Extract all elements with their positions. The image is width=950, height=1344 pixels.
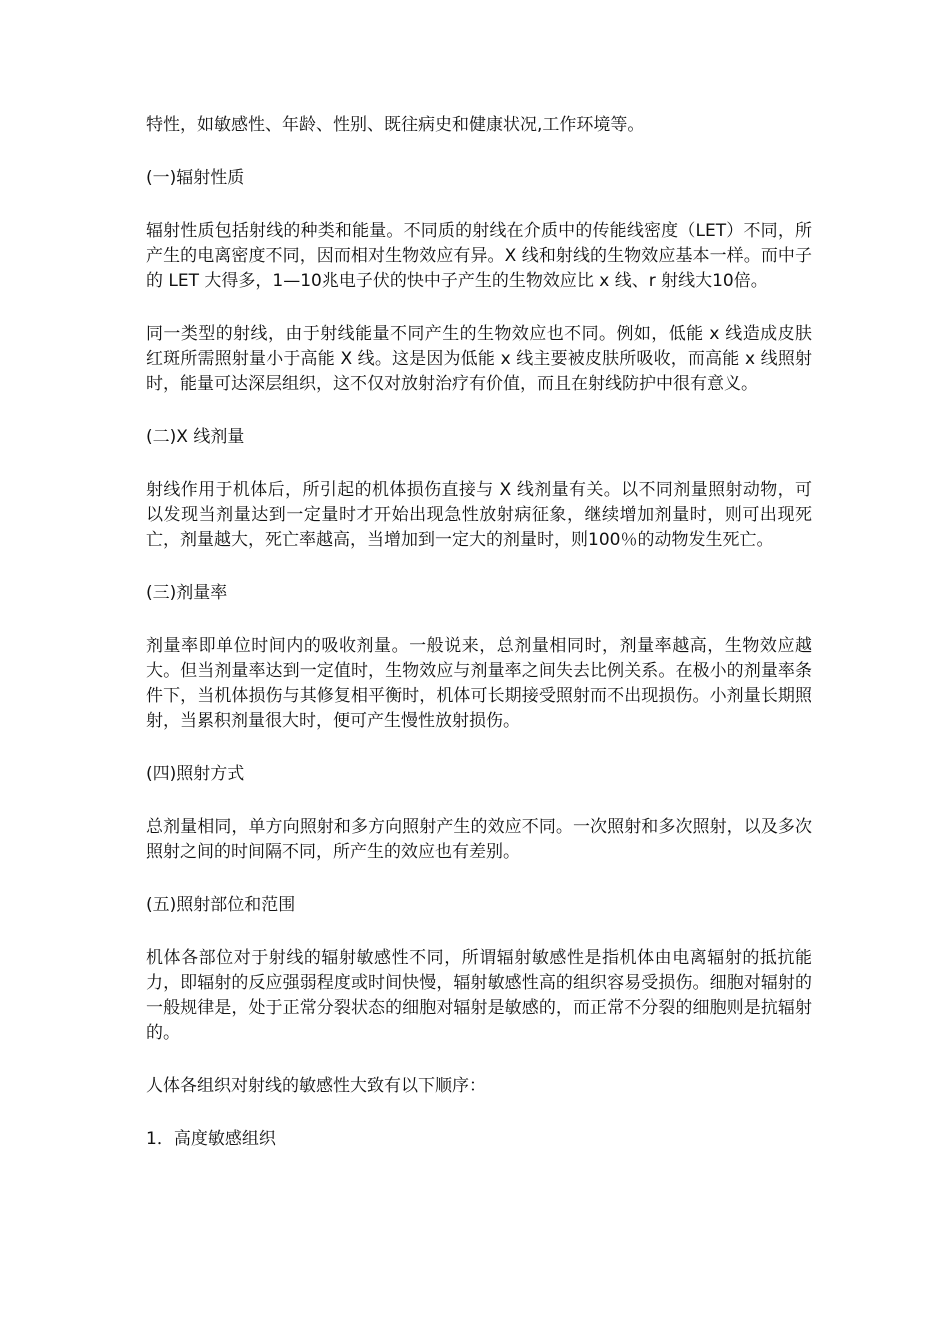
- section-heading-radiation-nature: (一)辐射性质: [146, 168, 245, 188]
- paragraph-irradiation-mode: 总剂量相同，单方向照射和多方向照射产生的效应不同。一次照射和多次照射，以及多次照射之间的时间隔不同，所产生的效应也有差别。: [146, 817, 812, 862]
- section-heading-irradiation-site: (五)照射部位和范围: [146, 895, 296, 915]
- paragraph-intro: 特性，如敏感性、年龄、性别、既往病史和健康状况,工作环境等。: [146, 115, 645, 135]
- section-heading-dose-rate: (三)剂量率: [146, 583, 228, 603]
- document-page: [146, 113, 812, 1180]
- paragraph-x-ray-dose: 射线作用于机体后，所引起的机体损伤直接与 X 线剂量有关。以不同剂量照射动物，可以发现当剂量达到一定量时才开始出现急性放射病征象，继续增加剂量时，则可出现死亡，剂量越大，死亡率越高，当增加到一定大的剂量时，则100％的动物发生死亡。: [146, 480, 812, 550]
- list-item-high-sensitivity: 1．高度敏感组织: [146, 1129, 276, 1149]
- section-heading-x-ray-dose: (二)X 线剂量: [146, 427, 245, 447]
- paragraph-dose-rate: 剂量率即单位时间内的吸收剂量。一般说来，总剂量相同时，剂量率越高，生物效应越大。但当剂量率达到一定值时，生物效应与剂量率之间失去比例关系。在极小的剂量率条件下，当机体损伤与其修复相平衡时，机体可长期接受照射而不出现损伤。小剂量长期照射，当累积剂量很大时，便可产生慢性放射损伤。: [146, 636, 812, 731]
- paragraph-radiation-energy: 同一类型的射线，由于射线能量不同产生的生物效应也不同。例如，低能 x 线造成皮肤红斑所需照射量小于高能 X 线。这是因为低能 x 线主要被皮肤所吸收，而高能 x 线照射时，能量可达深层组织，这不仅对放射治疗有价值，而且在射线防护中很有意义。: [146, 324, 812, 394]
- paragraph-irradiation-site: 机体各部位对于射线的辐射敏感性不同，所谓辐射敏感性是指机体由电离辐射的抵抗能力，即辐射的反应强弱程度或时间快慢，辐射敏感性高的组织容易受损伤。细胞对辐射的一般规律是，处于正常分裂状态的细胞对辐射是敏感的，而正常不分裂的细胞则是抗辐射的。: [146, 948, 812, 1043]
- paragraph-sensitivity-order: 人体各组织对射线的敏感性大致有以下顺序：: [146, 1076, 486, 1096]
- section-heading-irradiation-mode: (四)照射方式: [146, 764, 245, 784]
- paragraph-radiation-nature: 辐射性质包括射线的种类和能量。不同质的射线在介质中的传能线密度（LET）不同，所产生的电离密度不同，因而相对生物效应有异。X 线和射线的生物效应基本一样。而中子的 LET 大得多，1—10兆电子伏的快中子产生的生物效应比 x 线、r 射线大10倍。: [146, 221, 812, 291]
